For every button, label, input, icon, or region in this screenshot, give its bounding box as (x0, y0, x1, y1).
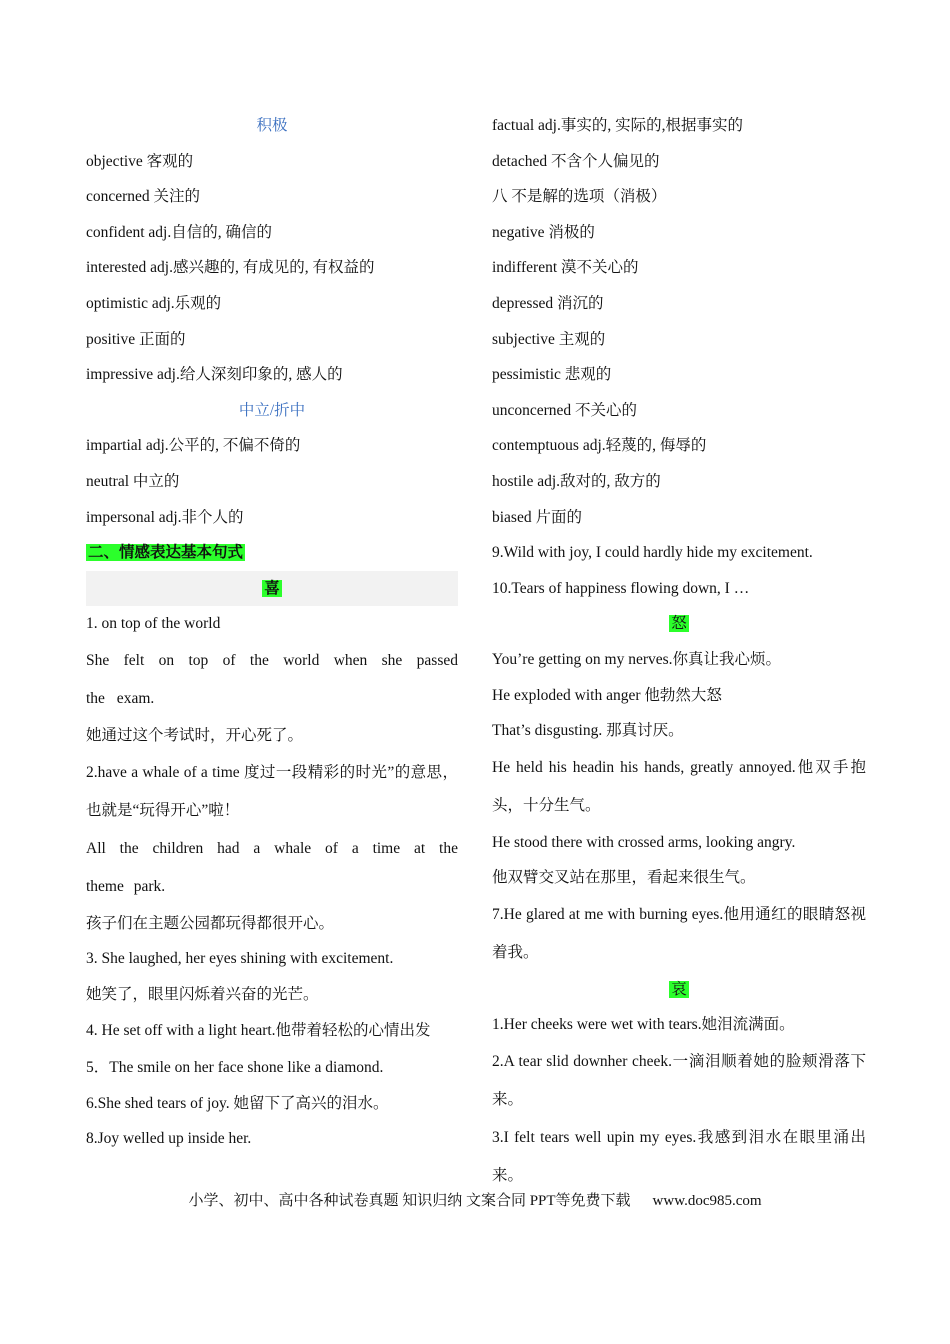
vocab-item: factual adj.事实的, 实际的,根据事实的 (492, 117, 743, 134)
sentence: 2.A tear slid downher cheek.一滴泪顺着她的脸颊滑落下来。 (492, 1053, 866, 1109)
sentence-translation: 她笑了，眼里闪烁着兴奋的光芒。 (86, 985, 319, 1003)
heading-negative: 八 不是解的选项（消极） (492, 188, 667, 206)
joy-heading: 喜 (264, 579, 280, 597)
section-title-row (86, 535, 458, 571)
sentence: 2.have a whale of a time 度过一段精彩的时光”的意思，也就是“玩得开心”啦！ (86, 763, 458, 819)
sentence: 7.He glared at me with burning eyes.他用通红的眼睛怒视着我。 (492, 905, 866, 961)
vocab-item: unconcerned 不关心的 (492, 401, 638, 419)
sentence: 6.She shed tears of joy. 她留下了高兴的泪水。 (86, 1094, 389, 1112)
vocab-item: impartial adj.公平的, 不偏不倚的 (86, 437, 301, 455)
vocab-item: impersonal adj.非个人的 (86, 508, 244, 526)
heading-positive: 积极 (256, 117, 288, 134)
vocab-item: hostile adj.敌对的, 敌方的 (492, 472, 661, 490)
sentence-translation: 她通过这个考试时，开心死了。 (86, 726, 304, 744)
sentence-translation: 孩子们在主题公园都玩得都很开心。 (86, 914, 335, 932)
sentence: 3. She laughed, her eyes shining with excitement. (86, 950, 394, 968)
heading-neutral: 中立/折中 (238, 401, 306, 419)
vocab-item: pessimistic 悲观的 (492, 366, 612, 384)
anger-heading: 怒 (671, 615, 687, 633)
left-column (86, 108, 458, 1157)
sentence: He stood there with crossed arms, looking angry. (492, 833, 796, 851)
vocab-item: objective 客观的 (86, 152, 194, 170)
vocab-item: negative 消极的 (492, 223, 595, 241)
vocab-item: depressed 消沉的 (492, 294, 604, 312)
vocab-item: positive 正面的 (86, 330, 186, 348)
sentence: 5．The smile on her face shone like a diamond. (86, 1059, 384, 1077)
vocab-item: subjective 主观的 (492, 330, 606, 348)
page-footer (0, 1190, 950, 1212)
sentence: 1. on top of the world (86, 615, 221, 633)
footer-text: 小学、初中、高中各种试卷真题 知识归纳 文案合同 PPT等免费下载 (188, 1193, 631, 1209)
vocab-item: interested adj.感兴趣的, 有成见的, 有权益的 (86, 259, 375, 277)
sentence: All the children had a whale of a time at the theme park. (86, 839, 458, 895)
footer-url[interactable]: www.doc985.com (652, 1193, 762, 1209)
sentence: You’re getting on my nerves.你真让我心烦。 (492, 650, 782, 668)
sentence: 3.I felt tears well upin my eyes.我感到泪水在眼里涌出来。 (492, 1129, 866, 1185)
sentence: He exploded with anger 他勃然大怒 (492, 686, 722, 704)
vocab-item: contemptuous adj.轻蔑的, 侮辱的 (492, 437, 707, 455)
vocab-item: neutral 中立的 (86, 472, 180, 490)
sentence: She felt on top of the world when she passed the exam. (86, 651, 458, 707)
sorrow-heading-row (492, 972, 866, 1008)
vocab-item: detached 不含个人偏见的 (492, 152, 660, 170)
sentence: 10.Tears of happiness flowing down, I … (492, 579, 750, 597)
sentence: 1.Her cheeks were wet with tears.她泪流满面。 (492, 1016, 795, 1034)
sentence: 8.Joy welled up inside her. (86, 1130, 252, 1148)
anger-heading-row (492, 606, 866, 642)
vocab-item: impressive adj.给人深刻印象的, 感人的 (86, 366, 343, 384)
vocab-item: indifferent 漠不关心的 (492, 259, 639, 277)
sentence: 4. He set off with a light heart.他带着轻松的心情出发 (86, 1022, 431, 1040)
vocab-item: concerned 关注的 (86, 188, 201, 206)
joy-heading-row (86, 571, 458, 607)
right-column (492, 108, 866, 1195)
section-title: 二、情感表达基本句式 (88, 544, 244, 562)
sentence-translation: 他双臂交叉站在那里，看起来很生气。 (492, 869, 756, 887)
vocab-item: biased 片面的 (492, 508, 582, 526)
sentence: He held his headin his hands, greatly annoyed.他双手抱头，十分生气。 (492, 758, 866, 814)
vocab-item: confident adj.自信的, 确信的 (86, 223, 272, 241)
sentence: 9.Wild with joy, I could hardly hide my excitement. (492, 544, 813, 562)
sentence: That’s disgusting. 那真讨厌。 (492, 722, 684, 740)
vocab-item: optimistic adj.乐观的 (86, 294, 222, 312)
sorrow-heading: 哀 (671, 980, 687, 998)
